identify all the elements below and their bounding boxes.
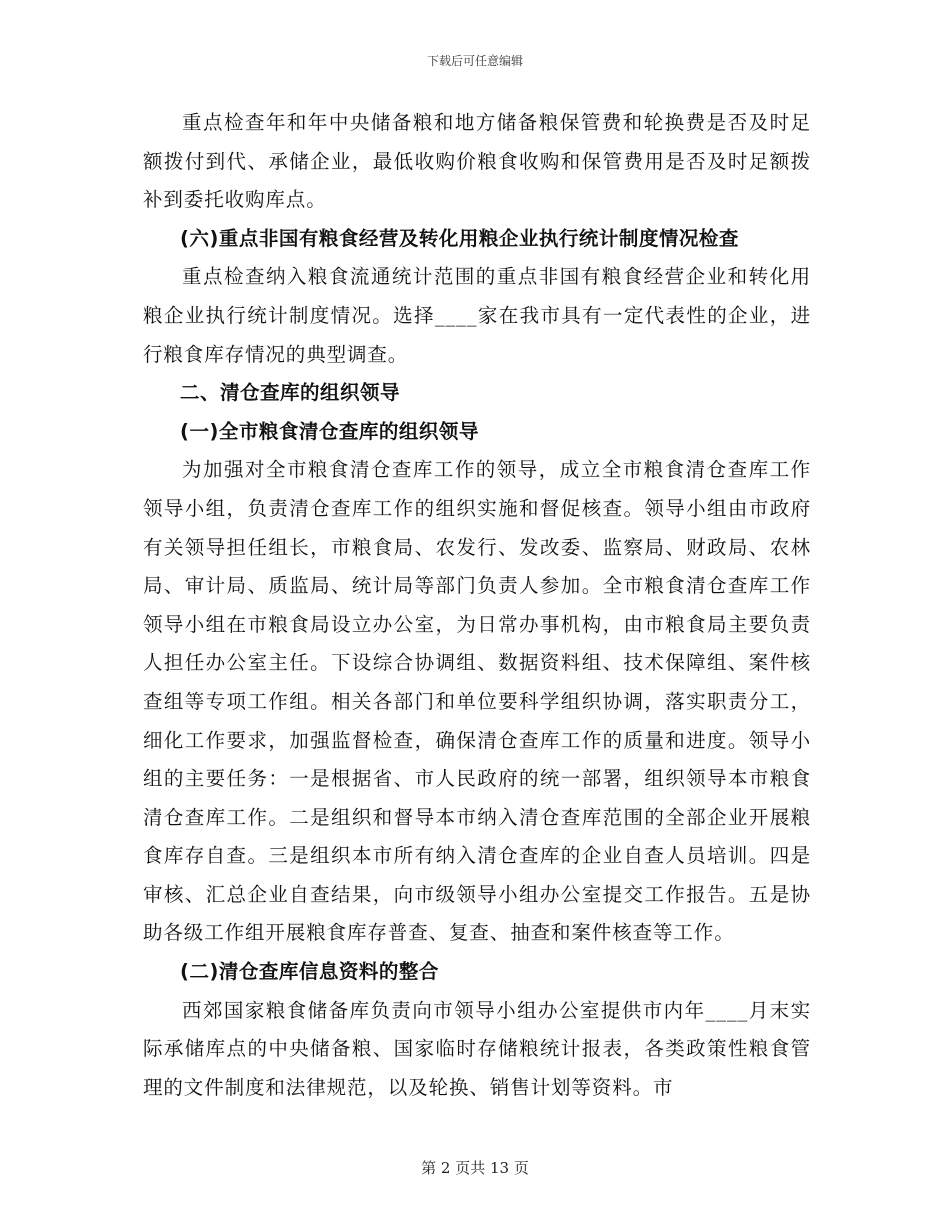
page-header: 下载后可任意编辑: [426, 54, 523, 68]
document-body: [143, 104, 811, 1107]
heading-city-leadership: (一)全市粮食清仓查库的组织领导: [180, 419, 479, 443]
heading-organization-leadership: 二、清仓查库的组织领导: [180, 381, 401, 405]
page-footer: 第 2 页共 13 页: [421, 1159, 529, 1177]
heading-non-state-enterprise-check: (六)重点非国有粮食经营及转化用粮企业执行统计制度情况检查: [180, 226, 739, 250]
paragraph-city-leadership: 为加强对全市粮食清仓查库工作的领导，成立全市粮食清仓查库工作领导小组，负责清仓查库工作的组织实施和督促核查。领导小组由市政府有关领导担任组长，市粮食局、农发行、发改委、监察局、财政局、农林局、审计局、质监局、统计局等部门负责人参加。全市粮食清仓查库工作领导小组在市粮食局设立办公室，为日常办事机构，由市粮食局主要负责人担任办公室主任。下设综合协调组、数据资料组、技术保障组、案件核查组等专项工作组。相关各部门和单位要科学组织协调，落实职责分工，细化工作要求，加强监督检查，确保清仓查库工作的质量和进度。领导小组的主要任务：一是根据省、市人民政府的统一部署，组织领导本市粮食清仓查库工作。二是组织和督导本市纳入清仓查库范围的全部企业开展粮食库存自查。三是组织本市所有纳入清仓查库的企业自查人员培训。四是审核、汇总企业自查结果，向市级领导小组办公室提交工作报告。五是协助各级工作组开展粮食库存普查、复查、抽查和案件核查等工作。: [143, 458, 811, 945]
paragraph-information-integration: 西郊国家粮食储备库负责向市领导小组办公室提供市内年____月末实际承储库点的中央储备粮、国家临时存储粮统计报表，各类政策性粮食管理的文件制度和法律规范，以及轮换、销售计划等资料。市: [143, 998, 811, 1099]
paragraph-storage-fee-check: 重点检查年和年中央储备粮和地方储备粮保管费和轮换费是否及时足额拨付到代、承储企业，最低收购价粮食收购和保管费用是否及时足额拨补到委托收购库点。: [143, 111, 811, 212]
paragraph-non-state-enterprise-check: 重点检查纳入粮食流通统计范围的重点非国有粮食经营企业和转化用粮企业执行统计制度情况。选择____家在我市具有一定代表性的企业，进行粮食库存情况的典型调查。: [143, 265, 811, 366]
heading-information-integration: (二)清仓查库信息资料的整合: [180, 960, 439, 984]
